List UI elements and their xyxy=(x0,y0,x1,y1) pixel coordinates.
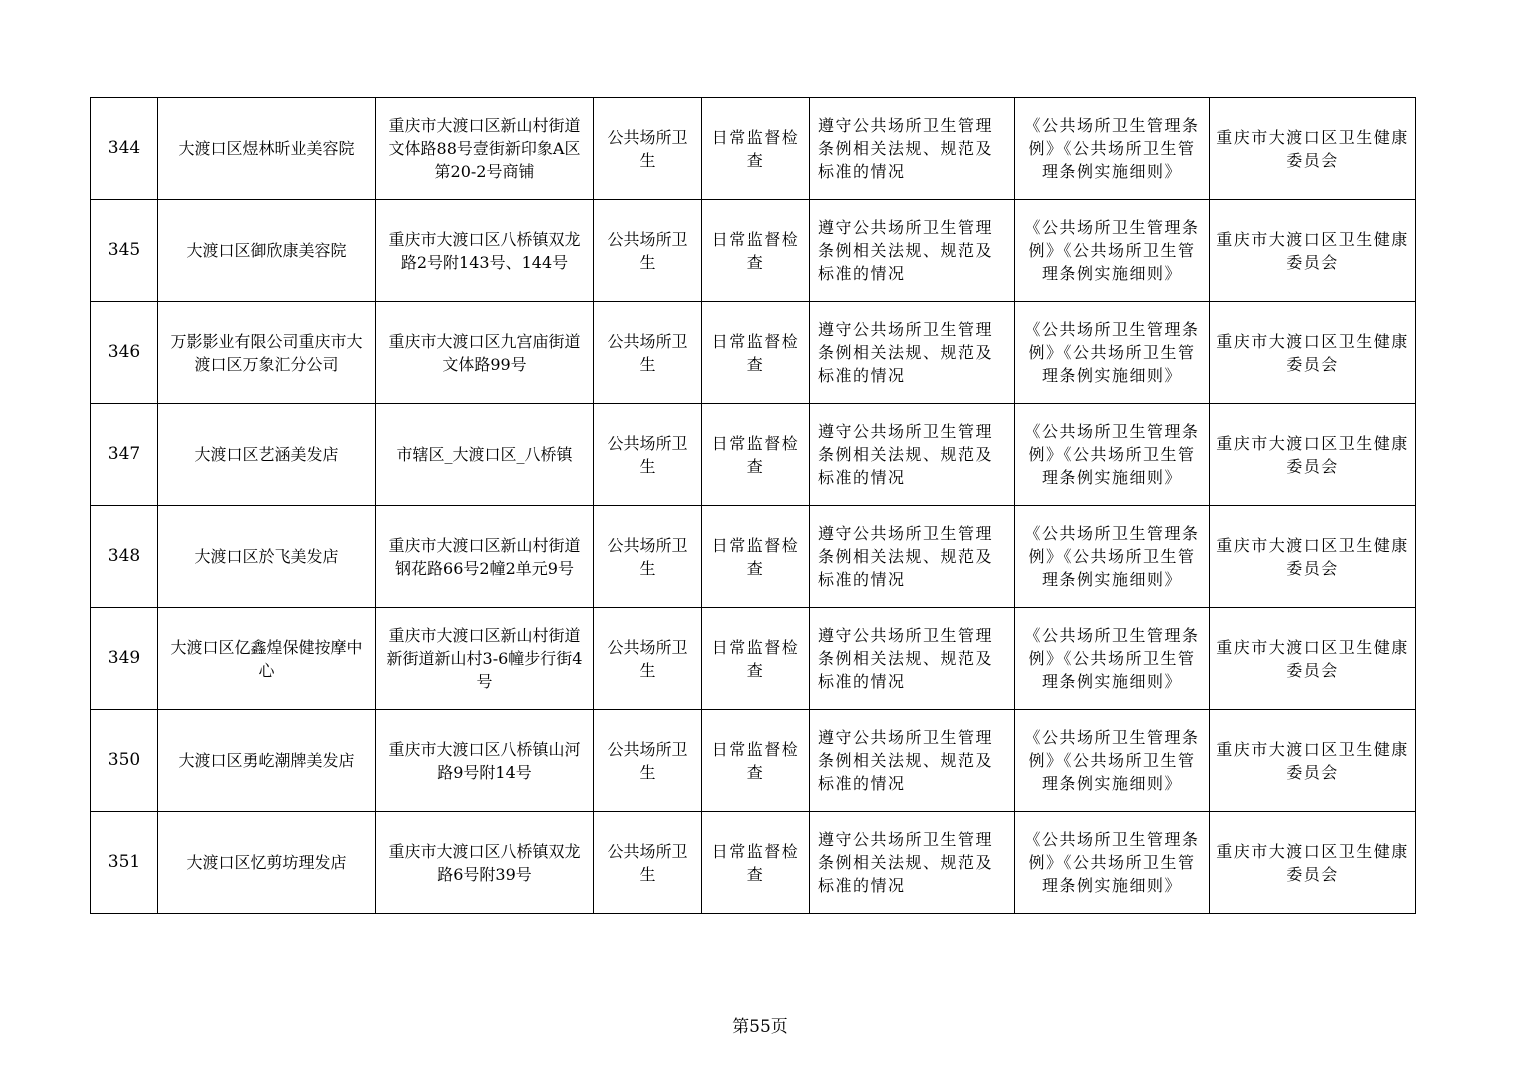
inspecting-authority: 重庆市大渡口区卫生健康委员会 xyxy=(1210,506,1416,608)
legal-basis: 《公共场所卫生管理条例》《公共场所卫生管理条例实施细则》 xyxy=(1015,98,1210,200)
entity-address: 重庆市大渡口区新山村街道新街道新山村3-6幢步行街4号 xyxy=(376,608,594,710)
page-number: 第55页 xyxy=(732,1017,788,1037)
entity-address: 重庆市大渡口区九宫庙街道文体路99号 xyxy=(376,302,594,404)
inspection-type: 日常监督检查 xyxy=(702,200,810,302)
entity-address: 市辖区_大渡口区_八桥镇 xyxy=(376,404,594,506)
entity-address: 重庆市大渡口区八桥镇双龙路6号附39号 xyxy=(376,812,594,914)
inspection-type: 日常监督检查 xyxy=(702,506,810,608)
inspection-content: 遵守公共场所卫生管理条例相关法规、规范及标准的情况 xyxy=(810,404,1015,506)
legal-basis: 《公共场所卫生管理条例》《公共场所卫生管理条例实施细则》 xyxy=(1015,302,1210,404)
inspection-content: 遵守公共场所卫生管理条例相关法规、规范及标准的情况 xyxy=(810,710,1015,812)
inspection-category: 公共场所卫生 xyxy=(594,710,702,812)
inspection-content: 遵守公共场所卫生管理条例相关法规、规范及标准的情况 xyxy=(810,302,1015,404)
inspecting-authority: 重庆市大渡口区卫生健康委员会 xyxy=(1210,302,1416,404)
inspection-category: 公共场所卫生 xyxy=(594,302,702,404)
inspecting-authority: 重庆市大渡口区卫生健康委员会 xyxy=(1210,98,1416,200)
inspection-category: 公共场所卫生 xyxy=(594,98,702,200)
inspection-category: 公共场所卫生 xyxy=(594,200,702,302)
inspection-content: 遵守公共场所卫生管理条例相关法规、规范及标准的情况 xyxy=(810,608,1015,710)
row-number: 348 xyxy=(91,506,158,608)
entity-name: 大渡口区煜林昕业美容院 xyxy=(158,98,376,200)
inspecting-authority: 重庆市大渡口区卫生健康委员会 xyxy=(1210,608,1416,710)
inspection-category: 公共场所卫生 xyxy=(594,812,702,914)
entity-address: 重庆市大渡口区新山村街道文体路88号壹街新印象A区第20-2号商铺 xyxy=(376,98,594,200)
entity-name: 大渡口区御欣康美容院 xyxy=(158,200,376,302)
table-body xyxy=(91,98,1416,914)
row-number: 350 xyxy=(91,710,158,812)
entity-name: 大渡口区於飞美发店 xyxy=(158,506,376,608)
entity-name: 大渡口区艺涵美发店 xyxy=(158,404,376,506)
legal-basis: 《公共场所卫生管理条例》《公共场所卫生管理条例实施细则》 xyxy=(1015,404,1210,506)
table-row xyxy=(91,98,1416,200)
entity-name: 大渡口区亿鑫煌保健按摩中心 xyxy=(158,608,376,710)
table-row xyxy=(91,506,1416,608)
inspection-category: 公共场所卫生 xyxy=(594,608,702,710)
inspection-content: 遵守公共场所卫生管理条例相关法规、规范及标准的情况 xyxy=(810,506,1015,608)
inspection-table xyxy=(90,97,1416,914)
inspecting-authority: 重庆市大渡口区卫生健康委员会 xyxy=(1210,710,1416,812)
inspection-content: 遵守公共场所卫生管理条例相关法规、规范及标准的情况 xyxy=(810,812,1015,914)
inspection-category: 公共场所卫生 xyxy=(594,506,702,608)
legal-basis: 《公共场所卫生管理条例》《公共场所卫生管理条例实施细则》 xyxy=(1015,200,1210,302)
inspection-type: 日常监督检查 xyxy=(702,710,810,812)
table-row xyxy=(91,710,1416,812)
inspection-type: 日常监督检查 xyxy=(702,812,810,914)
row-number: 347 xyxy=(91,404,158,506)
legal-basis: 《公共场所卫生管理条例》《公共场所卫生管理条例实施细则》 xyxy=(1015,506,1210,608)
row-number: 344 xyxy=(91,98,158,200)
legal-basis: 《公共场所卫生管理条例》《公共场所卫生管理条例实施细则》 xyxy=(1015,608,1210,710)
table-row xyxy=(91,200,1416,302)
row-number: 349 xyxy=(91,608,158,710)
entity-address: 重庆市大渡口区八桥镇双龙路2号附143号、144号 xyxy=(376,200,594,302)
row-number: 345 xyxy=(91,200,158,302)
table-row xyxy=(91,812,1416,914)
inspection-type: 日常监督检查 xyxy=(702,302,810,404)
inspection-category: 公共场所卫生 xyxy=(594,404,702,506)
inspection-type: 日常监督检查 xyxy=(702,608,810,710)
entity-address: 重庆市大渡口区新山村街道钢花路66号2幢2单元9号 xyxy=(376,506,594,608)
inspecting-authority: 重庆市大渡口区卫生健康委员会 xyxy=(1210,404,1416,506)
table-row xyxy=(91,404,1416,506)
table-row xyxy=(91,302,1416,404)
table-row xyxy=(91,608,1416,710)
legal-basis: 《公共场所卫生管理条例》《公共场所卫生管理条例实施细则》 xyxy=(1015,710,1210,812)
entity-name: 万影影业有限公司重庆市大渡口区万象汇分公司 xyxy=(158,302,376,404)
legal-basis: 《公共场所卫生管理条例》《公共场所卫生管理条例实施细则》 xyxy=(1015,812,1210,914)
inspecting-authority: 重庆市大渡口区卫生健康委员会 xyxy=(1210,812,1416,914)
inspection-type: 日常监督检查 xyxy=(702,404,810,506)
row-number: 351 xyxy=(91,812,158,914)
inspection-type: 日常监督检查 xyxy=(702,98,810,200)
inspecting-authority: 重庆市大渡口区卫生健康委员会 xyxy=(1210,200,1416,302)
entity-name: 大渡口区勇屹潮牌美发店 xyxy=(158,710,376,812)
entity-address: 重庆市大渡口区八桥镇山河路9号附14号 xyxy=(376,710,594,812)
entity-name: 大渡口区忆剪坊理发店 xyxy=(158,812,376,914)
inspection-content: 遵守公共场所卫生管理条例相关法规、规范及标准的情况 xyxy=(810,200,1015,302)
inspection-content: 遵守公共场所卫生管理条例相关法规、规范及标准的情况 xyxy=(810,98,1015,200)
row-number: 346 xyxy=(91,302,158,404)
